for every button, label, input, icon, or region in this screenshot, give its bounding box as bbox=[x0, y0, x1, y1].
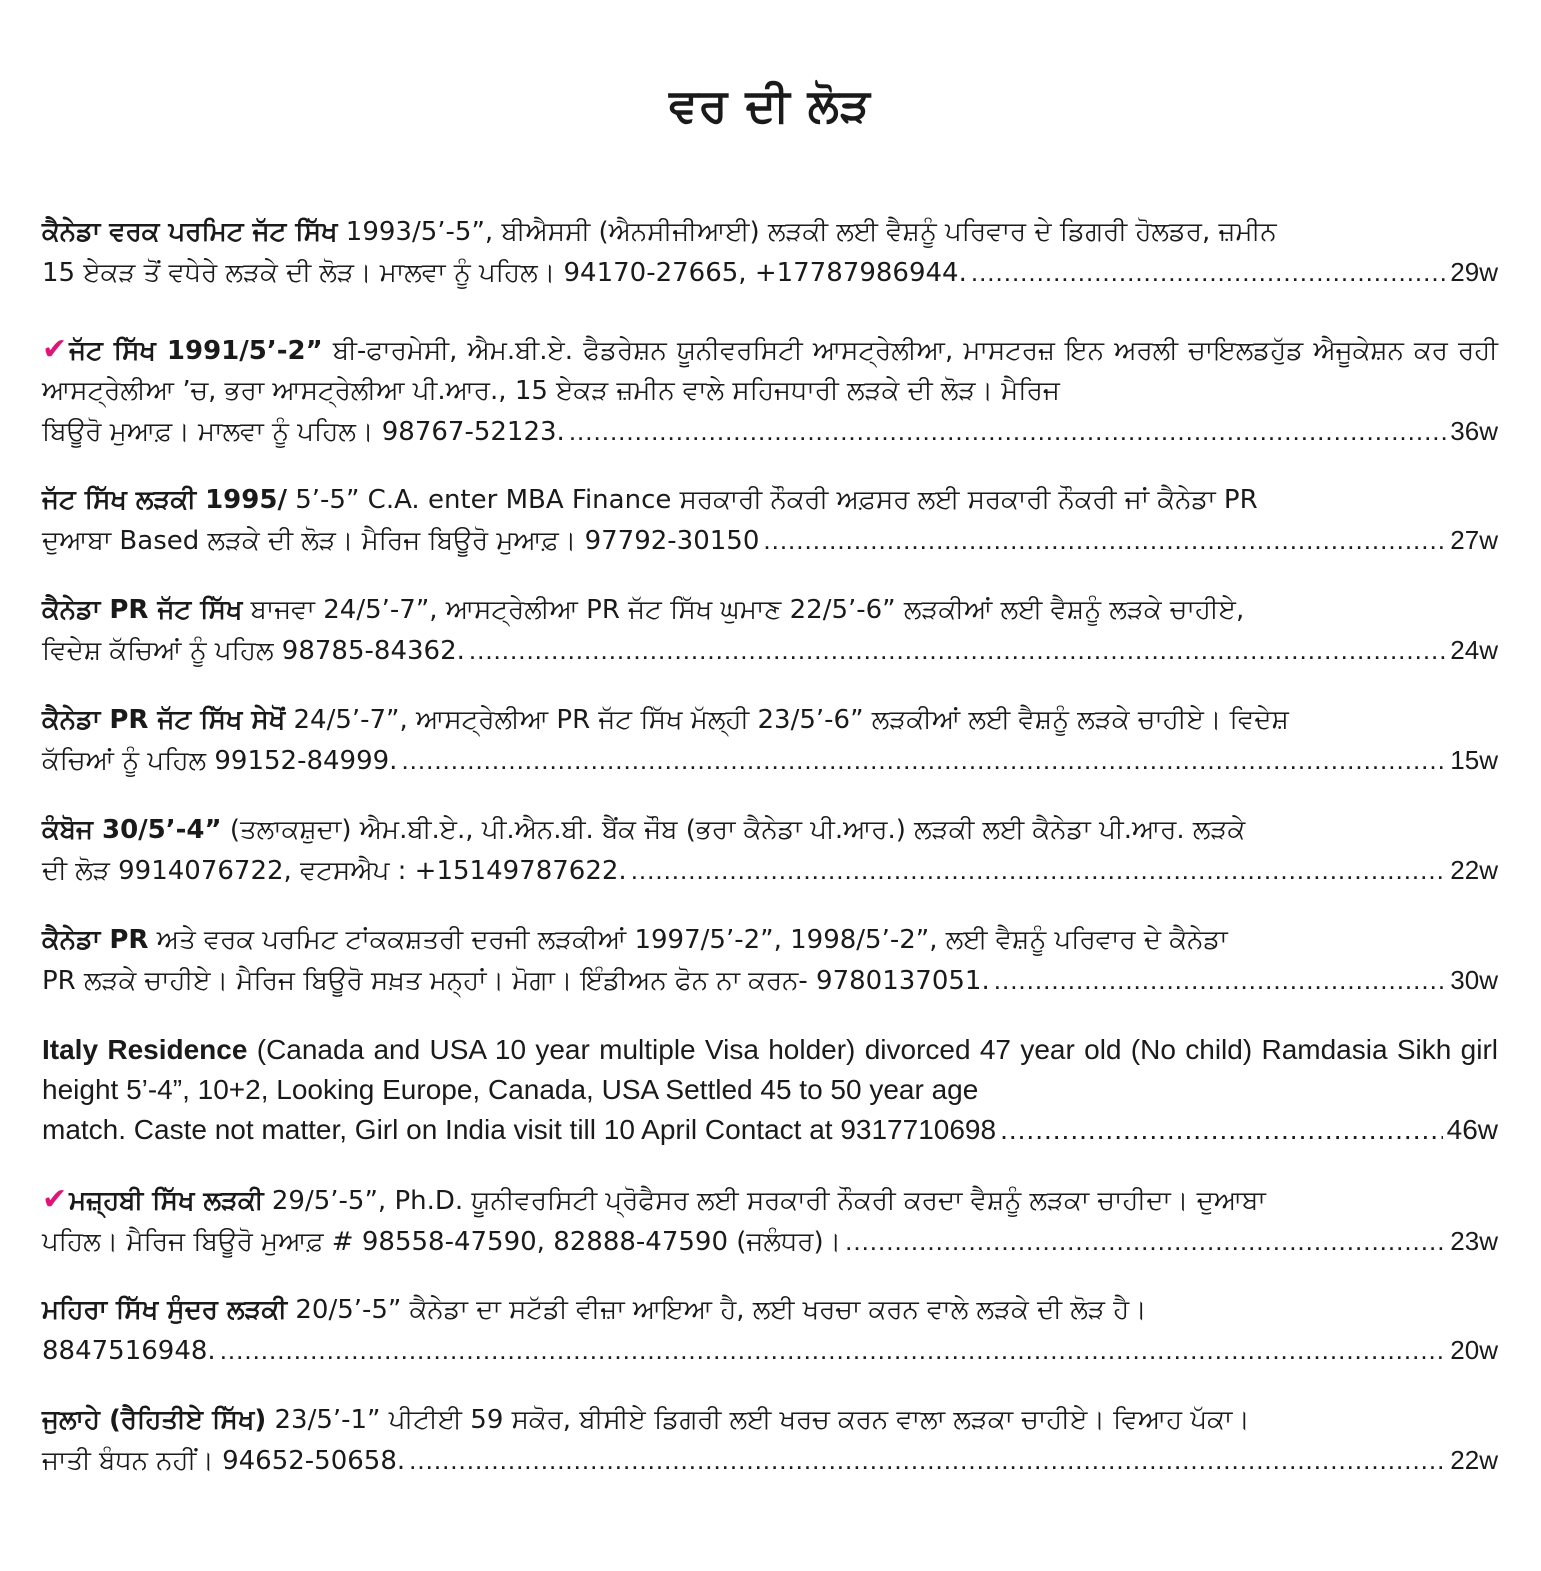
ad-body: ਬਾਜਵਾ 24/5’-7”, ਆਸਟ੍ਰੇਲੀਆ PR ਜੱਟ ਸਿੱਖ ਘੁਮਾਣ 22/5’-6” ਲੜਕੀਆਂ ਲਈ ਵੈਸ਼ਨੂੰ ਲੜਕੇ ਚਾਹੀਏ, bbox=[242, 595, 1245, 625]
ad-last-line: ਜਾਤੀ ਬੰਧਨ ਨਹੀਂ। 94652-50658. bbox=[42, 1446, 406, 1476]
classified-ad-1 bbox=[42, 212, 1498, 293]
classified-ad-2 bbox=[42, 330, 1498, 452]
classified-ad-8 bbox=[42, 1030, 1498, 1150]
ad-lead: ਮਜ਼੍ਹਬੀ ਸਿੱਖ ਲੜਕੀ bbox=[69, 1186, 264, 1216]
ad-lead: ਜੱਟ ਸਿੱਖ ਲੜਕੀ 1995/ bbox=[42, 485, 287, 515]
ad-lead: ਕੈਨੇਡਾ PR ਜੱਟ ਸਿੱਖ ਸੇਖੋਂ bbox=[42, 705, 286, 735]
dot-leader bbox=[569, 411, 1446, 451]
ad-body: 1993/5’-5”, ਬੀਐਸਸੀ (ਐਨਸੀਜੀਆਈ) ਲੜਕੀ ਲਈ ਵੈਸ਼ਨੂੰ ਪਰਿਵਾਰ ਦੇ ਡਿਗਰੀ ਹੋਲਡਰ, ਜ਼ਮੀਨ bbox=[337, 217, 1277, 247]
ad-code: 22w bbox=[1450, 855, 1498, 885]
dot-leader bbox=[971, 252, 1446, 292]
classifieds-page bbox=[42, 0, 1498, 1571]
ad-code: 30w bbox=[1450, 965, 1498, 995]
ad-last-line: match. Caste not matter, Girl on India visit till 10 April Contact at 9317710698 bbox=[42, 1114, 997, 1145]
checkmark-icon: ✔ bbox=[42, 332, 68, 367]
ad-body: 29/5’-5”, Ph.D. ਯੂਨੀਵਰਸਿਟੀ ਪ੍ਰੋਫੈਸਰ ਲਈ ਸਰਕਾਰੀ ਨੌਕਰੀ ਕਰਦਾ ਵੈਸ਼ਨੂੰ ਲੜਕਾ ਚਾਹੀਦਾ। ਦੁਆਬਾ bbox=[263, 1186, 1266, 1216]
classified-ad-11 bbox=[42, 1400, 1498, 1481]
ad-code: 15w bbox=[1450, 745, 1498, 775]
ad-lead: ਕੰਬੋਜ 30/5’-4” bbox=[42, 815, 222, 845]
ad-lead: ਜੁਲਾਹੇ (ਰੈਹਿਤੀਏ ਸਿੱਖ) bbox=[42, 1405, 267, 1435]
dot-leader bbox=[220, 1330, 1447, 1370]
ad-lead: ਕੈਨੇਡਾ PR ਜੱਟ ਸਿੱਖ bbox=[42, 595, 243, 625]
ad-lead: Italy Residence bbox=[42, 1034, 248, 1065]
ad-code: 23w bbox=[1450, 1226, 1498, 1256]
dot-leader bbox=[1000, 1110, 1443, 1150]
ad-last-line: ਬਿਊਰੋ ਮੁਆਫ਼। ਮਾਲਵਾ ਨੂੰ ਪਹਿਲ। 98767-52123. bbox=[42, 417, 565, 447]
ad-body: 23/5’-1” ਪੀਟੀਈ 59 ਸਕੋਰ, ਬੀਸੀਏ ਡਿਗਰੀ ਲਈ ਖਰਚ ਕਰਨ ਵਾਲਾ ਲੜਕਾ ਚਾਹੀਏ। ਵਿਆਹ ਪੱਕਾ। bbox=[266, 1405, 1250, 1435]
dot-leader bbox=[763, 520, 1446, 560]
ad-last-line: ਕੱਚਿਆਂ ਨੂੰ ਪਹਿਲ 99152-84999. bbox=[42, 746, 398, 776]
ad-lead: ਕੈਨੇਡਾ PR bbox=[42, 925, 149, 955]
ad-body: (Canada and USA 10 year multiple Visa holder) divorced 47 year old (No child) Ramdasia Sikh girl height 5’-4”, 10+2, Looking Europe, Canada, USA Settled 45 to 50 year age bbox=[42, 1034, 1498, 1105]
ad-lead: ਕੈਨੇਡਾ ਵਰਕ ਪਰਮਿਟ ਜੱਟ ਸਿੱਖ bbox=[42, 217, 338, 247]
page-title: ਵਰ ਦੀ ਲੋੜ bbox=[669, 78, 871, 132]
ad-last-line: 8847516948. bbox=[42, 1336, 216, 1366]
dot-leader bbox=[401, 740, 1446, 780]
classified-ad-3 bbox=[42, 480, 1498, 561]
classified-ad-10 bbox=[42, 1290, 1498, 1371]
classified-ad-6 bbox=[42, 810, 1498, 891]
ad-last-line: ਵਿਦੇਸ਼ ਕੱਚਿਆਂ ਨੂੰ ਪਹਿਲ 98785-84362. bbox=[42, 636, 465, 666]
ad-code: 36w bbox=[1450, 416, 1498, 446]
ad-body: 5’-5” C.A. enter MBA Finance ਸਰਕਾਰੀ ਨੌਕਰੀ ਅਫ਼ਸਰ ਲਈ ਸਰਕਾਰੀ ਨੌਕਰੀ ਜਾਂ ਕੈਨੇਡਾ PR bbox=[286, 485, 1258, 515]
classified-ad-5 bbox=[42, 700, 1498, 781]
ad-code: 27w bbox=[1450, 525, 1498, 555]
checkmark-icon: ✔ bbox=[42, 1182, 68, 1217]
dot-leader bbox=[409, 1440, 1446, 1480]
classified-ad-7 bbox=[42, 920, 1498, 1001]
dot-leader bbox=[994, 960, 1447, 1000]
ad-code: 24w bbox=[1450, 635, 1498, 665]
ad-last-line: ਦੁਆਬਾ Based ਲੜਕੇ ਦੀ ਲੋੜ। ਮੈਰਿਜ ਬਿਊਰੋ ਮੁਆਫ਼। 97792-30150 bbox=[42, 526, 760, 556]
ad-code: 29w bbox=[1450, 257, 1498, 287]
ad-last-line: ਦੀ ਲੋੜ 9914076722, ਵਟਸਐਪ : +15149787622. bbox=[42, 856, 627, 886]
ad-body: 20/5’-5” ਕੈਨੇਡਾ ਦਾ ਸਟੱਡੀ ਵੀਜ਼ਾ ਆਇਆ ਹੈ, ਲਈ ਖਰਚਾ ਕਰਨ ਵਾਲੇ ਲੜਕੇ ਦੀ ਲੋੜ ਹੈ। bbox=[287, 1295, 1147, 1325]
ad-body: (ਤਲਾਕਸ਼ੁਦਾ) ਐਮ.ਬੀ.ਏ., ਪੀ.ਐਨ.ਬੀ. ਬੈਂਕ ਜੌਬ (ਭਰਾ ਕੈਨੇਡਾ ਪੀ.ਆਰ.) ਲੜਕੀ ਲਈ ਕੈਨੇਡਾ ਪੀ.ਆਰ. ਲੜਕੇ bbox=[221, 815, 1246, 845]
ad-code: 22w bbox=[1450, 1445, 1498, 1475]
ad-body: 24/5’-7”, ਆਸਟ੍ਰੇਲੀਆ PR ਜੱਟ ਸਿੱਖ ਮੱਲ੍ਹੀ 23/5’-6” ਲੜਕੀਆਂ ਲਈ ਵੈਸ਼ਨੂੰ ਲੜਕੇ ਚਾਹੀਏ। ਵਿਦੇਸ਼ bbox=[285, 705, 1289, 735]
classified-ad-4 bbox=[42, 590, 1498, 671]
ad-last-line: 15 ਏਕੜ ਤੋਂ ਵਧੇਰੇ ਲੜਕੇ ਦੀ ਲੋੜ। ਮਾਲਵਾ ਨੂੰ ਪਹਿਲ। 94170-27665, +17787986944. bbox=[42, 258, 967, 288]
ad-lead: ਜੱਟ ਸਿੱਖ 1991/5’-2” bbox=[69, 336, 323, 366]
ad-code: 20w bbox=[1450, 1335, 1498, 1365]
dot-leader bbox=[631, 850, 1447, 890]
ad-body: ਅਤੇ ਵਰਕ ਪਰਮਿਟ ਟਾਂਕਕਸ਼ਤਰੀ ਦਰਜੀ ਲੜਕੀਆਂ 1997/5’-2”, 1998/5’-2”, ਲਈ ਵੈਸ਼ਨੂੰ ਪਰਿਵਾਰ ਦੇ ਕੈਨੇਡਾ bbox=[148, 925, 1228, 955]
ad-code: 46w bbox=[1446, 1114, 1498, 1145]
ad-lead: ਮਹਿਰਾ ਸਿੱਖ ਸੁੰਦਰ ਲੜਕੀ bbox=[42, 1295, 288, 1325]
dot-leader bbox=[845, 1221, 1446, 1261]
classified-ad-9 bbox=[42, 1180, 1498, 1262]
ad-last-line: ਪਹਿਲ। ਮੈਰਿਜ ਬਿਊਰੋ ਮੁਆਫ਼ # 98558-47590, 82888-47590 (ਜਲੰਧਰ)। bbox=[42, 1227, 842, 1257]
ad-last-line: PR ਲੜਕੇ ਚਾਹੀਏ। ਮੈਰਿਜ ਬਿਊਰੋ ਸਖ਼ਤ ਮਨ੍ਹਾਂ। ਮੋਗਾ। ਇੰਡੀਅਨ ਫੋਨ ਨਾ ਕਰਨ- 9780137051. bbox=[42, 966, 990, 996]
ad-body: ਬੀ-ਫਾਰਮੇਸੀ, ਐਮ.ਬੀ.ਏ. ਫੈਡਰੇਸ਼ਨ ਯੂਨੀਵਰਸਿਟੀ ਆਸਟ੍ਰੇਲੀਆ, ਮਾਸਟਰਜ਼ ਇਨ ਅਰਲੀ ਚਾਇਲਡਹੁੱਡ ਐਜੂਕੇਸ਼ਨ ਕਰ ਰਹੀ ਆਸਟ੍ਰੇਲੀਆ ’ਚ, ਭਰਾ ਆਸਟ੍ਰੇਲੀਆ ਪੀ.ਆਰ., 15 ਏਕੜ ਜ਼ਮੀਨ ਵਾਲੇ ਸਹਿਜਧਾਰੀ ਲੜਕੇ ਦੀ ਲੋੜ। ਮੈਰਿਜ bbox=[42, 336, 1498, 406]
dot-leader bbox=[469, 630, 1446, 670]
